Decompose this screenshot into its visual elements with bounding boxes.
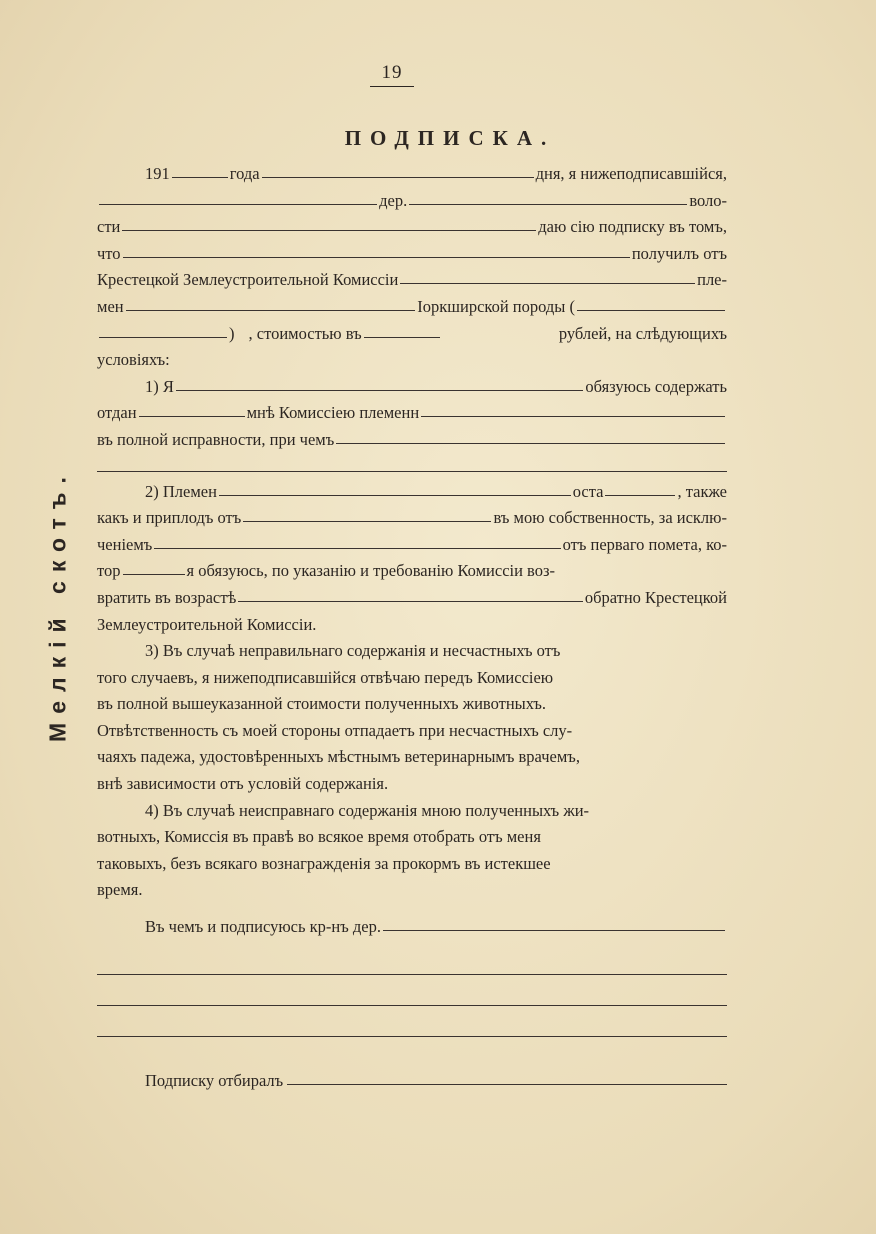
empty-line-blank[interactable] <box>97 457 727 472</box>
commission-blank[interactable] <box>400 270 695 284</box>
label-men: мен <box>97 296 124 316</box>
breed-blank[interactable] <box>126 297 416 311</box>
label-obyaz: обязуюсь содержать <box>585 376 727 396</box>
signature-line-blank[interactable] <box>97 944 727 975</box>
form-line <box>97 917 727 944</box>
label-der: дер. <box>379 190 408 210</box>
label-obyazuyus: я обязуюсь, по указанію и требованію Комиссіи воз- <box>186 561 556 581</box>
side-label <box>28 455 88 755</box>
age-blank[interactable] <box>238 588 582 602</box>
label-closing: Въ чемъ и подписуюсь кр-нъ дер. <box>145 917 381 937</box>
form-line <box>97 588 727 615</box>
form-line <box>97 244 727 271</box>
label-dayu: даю сію подписку въ томъ, <box>538 217 727 237</box>
signature-line-blank[interactable] <box>97 1006 727 1037</box>
paren-content-blank[interactable] <box>99 324 227 338</box>
label-vratit: вратить въ возрастѣ <box>97 587 237 607</box>
label-commission: Крестецкой Землеустроительной Комиссіи <box>97 270 399 290</box>
label-kak: какъ и приплодъ отъ <box>97 508 242 528</box>
label-podpisku: Подписку отбиралъ <box>145 1070 284 1090</box>
label-ispr: въ полной исправности, при чемъ <box>97 429 335 449</box>
label-tor: тор <box>97 561 121 581</box>
kak-blank[interactable] <box>243 508 491 522</box>
label-ot-perv: отъ перваго помета, ко- <box>562 534 727 554</box>
label-ple: пле- <box>697 270 727 290</box>
volost-blank[interactable] <box>122 217 536 231</box>
ispr-blank[interactable] <box>336 430 725 444</box>
collector-blank[interactable] <box>287 1071 727 1085</box>
plemenn-blank[interactable] <box>421 403 725 417</box>
form-line <box>97 164 727 191</box>
form-line <box>97 535 727 562</box>
form-line <box>97 508 727 535</box>
paragraph-line: 3) Въ случаѣ неправильнаго содержанія и несчастныхъ отъ <box>145 641 561 661</box>
paragraph-line: въ полной вышеуказанной стоимости полученныхъ животныхъ. <box>97 694 547 714</box>
label-obratno: обратно Крестецкой <box>584 587 727 607</box>
paragraph-line: время. <box>97 880 143 900</box>
label-stoim: , стоимостью въ <box>248 323 362 343</box>
label-mne: мнѣ Комиссіею племенн <box>246 403 420 423</box>
form-line <box>97 561 727 588</box>
form-line <box>97 403 727 430</box>
form-line <box>97 482 727 509</box>
otdan-blank[interactable] <box>139 403 245 417</box>
clause1-num: 1) Я <box>145 376 174 396</box>
plemen-blank[interactable] <box>219 482 571 496</box>
cheniem-blank[interactable] <box>154 535 560 549</box>
paren-blank[interactable] <box>577 297 725 311</box>
osta-blank[interactable] <box>605 482 675 496</box>
paragraph-line: таковыхъ, безъ всякаго вознагражденія за прокормъ въ истекшее <box>97 853 551 873</box>
label-sti: сти <box>97 217 121 237</box>
label-otdan: отдан <box>97 403 137 423</box>
form-line <box>97 297 727 324</box>
paragraph-line: 4) Въ случаѣ неисправнаго содержанія мною полученныхъ жи- <box>145 800 590 820</box>
paragraph-line: вотныхъ, Комиссія въ правѣ во всякое время отобрать отъ меня <box>97 827 541 847</box>
label-volo: воло- <box>689 190 728 210</box>
form-line <box>97 350 727 377</box>
label-poluchil: получилъ отъ <box>631 243 727 263</box>
collector-line <box>97 1071 727 1091</box>
clause1-name-blank[interactable] <box>176 377 583 391</box>
label-zemle: Землеустроительной Комиссіи. <box>97 614 317 634</box>
form-line <box>97 377 727 404</box>
page-number: 19 <box>370 62 414 87</box>
label-takzhe: , также <box>677 481 727 501</box>
paragraph-line: внѣ зависимости отъ условій содержанія. <box>97 774 389 794</box>
form-line <box>97 270 727 297</box>
village-blank[interactable] <box>409 191 687 205</box>
document-title: ПОДПИСКА. <box>344 126 556 150</box>
signature-village-blank[interactable] <box>383 917 725 931</box>
day-blank[interactable] <box>262 164 534 178</box>
paragraph-line: чаяхъ падежа, удостовѣренныхъ мѣстнымъ ветеринарнымъ врачемъ, <box>97 747 580 767</box>
clause2-plemen: 2) Племен <box>145 481 217 501</box>
label-osta: оста <box>572 481 604 501</box>
label-cheniem: ченіемъ <box>97 534 153 554</box>
what-blank[interactable] <box>123 244 630 258</box>
paragraph-line: того случаевъ, я нижеподписавшійся отвѣчаю передъ Комиссіею <box>97 667 554 687</box>
form-line <box>97 191 727 218</box>
label-rubl: рублей, на слѣдующихъ <box>558 323 727 343</box>
year-blank[interactable] <box>172 164 228 178</box>
label-york: Іоркширской породы ( <box>417 296 575 316</box>
label-day: дня, я нижеподписавшійся, <box>535 164 727 183</box>
label-chto: что <box>97 243 121 263</box>
form-line <box>97 324 727 351</box>
form-line <box>97 217 727 244</box>
label-sobst: въ мою собственность, за исклю- <box>493 508 727 528</box>
label-goda: года <box>229 164 260 183</box>
form-line <box>97 615 727 642</box>
close-paren: ) <box>229 323 235 343</box>
label-usloviyah: условіяхъ: <box>97 350 170 370</box>
side-label-text: Мелкій скотъ. <box>44 468 71 742</box>
signature-line-blank[interactable] <box>97 975 727 1006</box>
paragraph-line: Отвѣтственность съ моей стороны отпадаетъ при несчастныхъ слу- <box>97 720 573 740</box>
tor-blank[interactable] <box>123 561 185 575</box>
year-prefix: 191 <box>145 164 170 183</box>
document-body <box>97 164 727 1091</box>
name-blank[interactable] <box>99 191 377 205</box>
cost-blank[interactable] <box>364 324 440 338</box>
form-line <box>97 430 727 457</box>
